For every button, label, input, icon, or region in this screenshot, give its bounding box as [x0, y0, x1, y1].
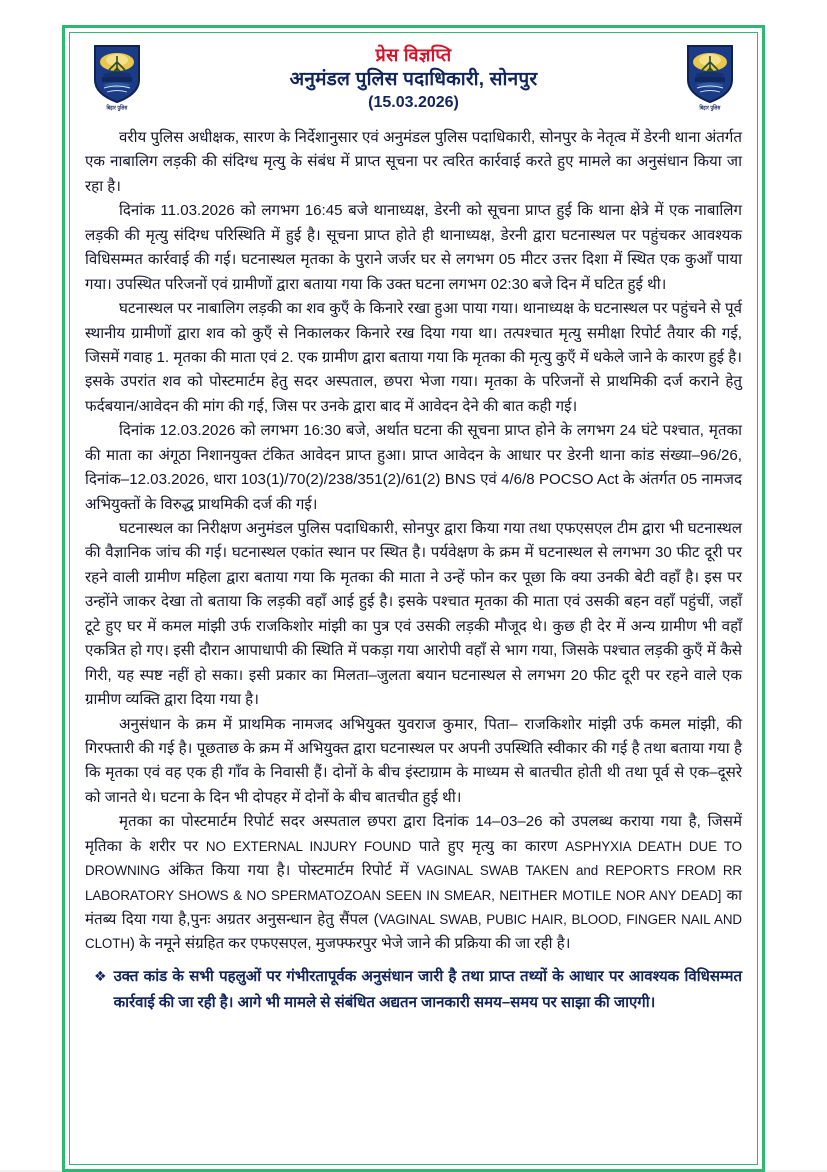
paragraph-3: घटनास्थल पर नाबालिग लड़की का शव कुएँ के किनारे रखा हुआ पाया गया। थानाध्यक्ष के घटनास्थल पर पहुंचने से पूर्व स्थानीय ग्रामीणों द्वारा शव को कुएँ से निकालकर किनारे रख दिया गया था। तत्पश्चात मृत्यु समीक्षा रिपोर्ट तैयार की गई, जिसमें गवाह 1. मृतका की माता एवं 2. एक ग्रामीण द्वारा बताया गया कि मृतका की मृत्यु कुएँ में धकेले जाने के कारण हुई है। इसके उपरांत शव को पोस्टमार्टम हेतु सदर अस्पताल, छपरा भेजा गया। मृतका के परिजनों से प्राथमिकी दर्ज कराने हेतु फर्दबयान/आवेदन की मांग की गई, जिस पर उनके द्वारा बाद में आवेदन देने की बात कही गई। [85, 300, 742, 415]
pm-text-3: अंकित किया गया है। पोस्टमार्टम रिपोर्ट में [160, 862, 417, 880]
paragraph-2: दिनांक 11.03.2026 को लगभग 16:45 बजे थानाध्यक्ष, डेरनी को सूचना प्राप्त हुई कि थाना क्षेत्रे में एक नाबालिग लड़की की मृत्यु संदिग्ध परिस्थिति में हुई है। सूचना प्राप्त होते ही थानाध्यक्ष, डेरनी द्वारा घटनास्थल पर पहुंचकर आवश्यक विधिसम्मत कार्रवाई की गई। घटनास्थल मृतका के पुराने जर्जर घर से लगभग 05 मीटर उत्तर दिशा में स्थित एक कुआँ पाया गया। उपस्थित परिजनों एवं ग्रामीणों द्वारा बताया गया कि उक्त घटना लगभग 02:30 बजे दिन में घटित हुई थी। [85, 202, 742, 293]
closing-note [85, 964, 742, 1016]
pm-text-2: पाते हुए मृत्यु का कारण [411, 837, 566, 855]
document-content [65, 28, 762, 1169]
pm-text-4: का मंतब्य दिया गया है,पुनः अग्रतर अनुसन्धान हेतु सैंपल ( [85, 886, 742, 928]
body-paragraphs [85, 126, 742, 957]
pm-sample-list: VAGINAL SWAB, PUBIC HAIR, BLOOD, FINGER NAIL AND CLOTH [85, 912, 742, 952]
pm-cause-of-death: ASPHYXIA DEATH DUE TO DROWNING [85, 838, 742, 879]
pm-text-1: मृतका का पोस्टमार्टम रिपोर्ट सदर अस्पताल छपरा द्वारा दिनांक 14–03–26 को उपलब्ध कराया गया है, जिसमें मृतिका के शरीर पर [85, 813, 742, 855]
document-border-outer [62, 25, 765, 1172]
paragraph-4: दिनांक 12.03.2026 को लगभग 16:30 बजे, अर्थात घटना की सूचना प्राप्त होने के लगभग 24 घंटे पश्चात, मृतका की माता का अंगूठा निशानयुक्त टंकित आवेदन प्राप्त हुआ। प्राप्त आवेदन के आधार पर डेरनी थाना कांड संख्या–96/26, दिनांक–12.03.2026, धारा 103(1)/70(2)/238/351(2)/61(2) BNS एवं 4/6/8 POCSO Act के अंतर्गत 05 नामजद अभियुक्तों के विरुद्ध प्राथमिकी दर्ज की गई। [85, 422, 742, 513]
police-shield-icon [91, 44, 143, 104]
paragraph-postmortem [85, 810, 742, 957]
pm-text-5: ) के नमूने संग्रहित कर एफएसएल, मुजफ्फरपुर भेजे जाने की प्रक्रिया की जा रही है। [129, 935, 571, 953]
emblem-caption: बिहार पुलिस [106, 104, 128, 111]
pm-lab-report: VAGINAL SWAB TAKEN and REPORTS FROM RR LABORATORY SHOWS & NO SPERMATOZOAN SEEN IN SMEAR, NEITHER MOTILE NOR ANY DEAD] [85, 863, 742, 903]
bihar-police-emblem-left [87, 44, 147, 111]
police-shield-icon [684, 44, 736, 104]
title-block [85, 42, 742, 114]
pm-finding-no-external-injury: NO EXTERNAL INJURY FOUND [205, 838, 412, 854]
paragraph-1: वरीय पुलिस अधीक्षक, सारण के निर्देशानुसार एवं अनुमंडल पुलिस पदाधिकारी, सोनपुर के नेतृत्व में डेरनी थाना अंतर्गत एक नाबालिग लड़की की संदिग्ध मृत्यु के संबंध में प्राप्त सूचना पर त्वरित कार्रवाई करते हुए मामले का अनुसंधान किया जा रहा है। [85, 129, 742, 195]
paragraph-5: घटनास्थल का निरीक्षण अनुमंडल पुलिस पदाधिकारी, सोनपुर द्वारा किया गया तथा एफएसएल टीम द्वारा भी घटनास्थल की वैज्ञानिक जांच की गई। घटनास्थल एकांत स्थान पर स्थित है। पर्यवेक्षण के क्रम में घटनास्थल से लगभग 30 फीट दूरी पर रहने वाली ग्रामीण महिला द्वारा बताया गया कि मृतका की माता ने उन्हें फोन कर पूछा कि क्या उनकी बेटी वहाँ है। इस पर उन्होंने जाकर देखा तो बताया कि लड़की वहाँ आई हुई है। इसके पश्चात मृतका की माता एवं उसकी बहन वहाँ पहुंचीं, जहाँ टूटे हुए घर में कमल मांझी उर्फ राजकिशोर मांझी का पुत्र एवं उसकी लड़की मौजूद थे। कुछ ही देर में अन्य ग्रामीण भी वहाँ एकत्रित हो गए। इसी दौरान आपाधापी की स्थिति में पकड़ा गया आरोपी वहाँ से भाग गया, जिसके पश्चात लड़की कुएँ में कैसे गिरी, यह स्पष्ट नहीं हो सका। इसी प्रकार का मिलता–जुलता बयान घटनास्थल से लगभग 20 फीट दूरी पर रहने वाले एक ग्रामीण व्यक्ति द्वारा दिया गया है। [85, 520, 742, 709]
document-header [85, 42, 742, 124]
closing-note-text: उक्त कांड के सभी पहलुओं पर गंभीरतापूर्वक अनुसंधान जारी है तथा प्राप्त तथ्यों के आधार पर आवश्यक विधिसम्मत कार्रवाई की जा रही है। आगे भी मामले से संबंधित अद्यतन जानकारी समय–समय पर साझा की जाएगी। [113, 967, 742, 1011]
bihar-police-emblem-right [680, 44, 740, 111]
emblem-caption: बिहार पुलिस [699, 104, 721, 111]
diamond-bullet-icon: ❖ [94, 967, 107, 984]
release-date: (15.03.2026) [368, 94, 459, 112]
issuing-authority-title: अनुमंडल पुलिस पदाधिकारी, सोनपुर [289, 68, 538, 90]
paragraph-6: अनुसंधान के क्रम में प्राथमिक नामजद अभियुक्त युवराज कुमार, पिता– राजकिशोर मांझी उर्फ कमल मांझी, की गिरफ्तारी की गई है। पूछताछ के क्रम में अभियुक्त द्वारा घटनास्थल पर अपनी उपस्थिति स्वीकार की गई है तथा बताया गया है कि मृतका एवं वह एक ही गाँव के निवासी हैं। दोनों के बीच इंस्टाग्राम के माध्यम से बातचीत होती थी तथा पूर्व से एक–दूसरे को जानते थे। घटना के दिन भी दोपहर में दोनों के बीच बातचीत हुई थी। [85, 715, 742, 806]
press-release-heading: प्रेस विज्ञप्ति [375, 45, 452, 65]
